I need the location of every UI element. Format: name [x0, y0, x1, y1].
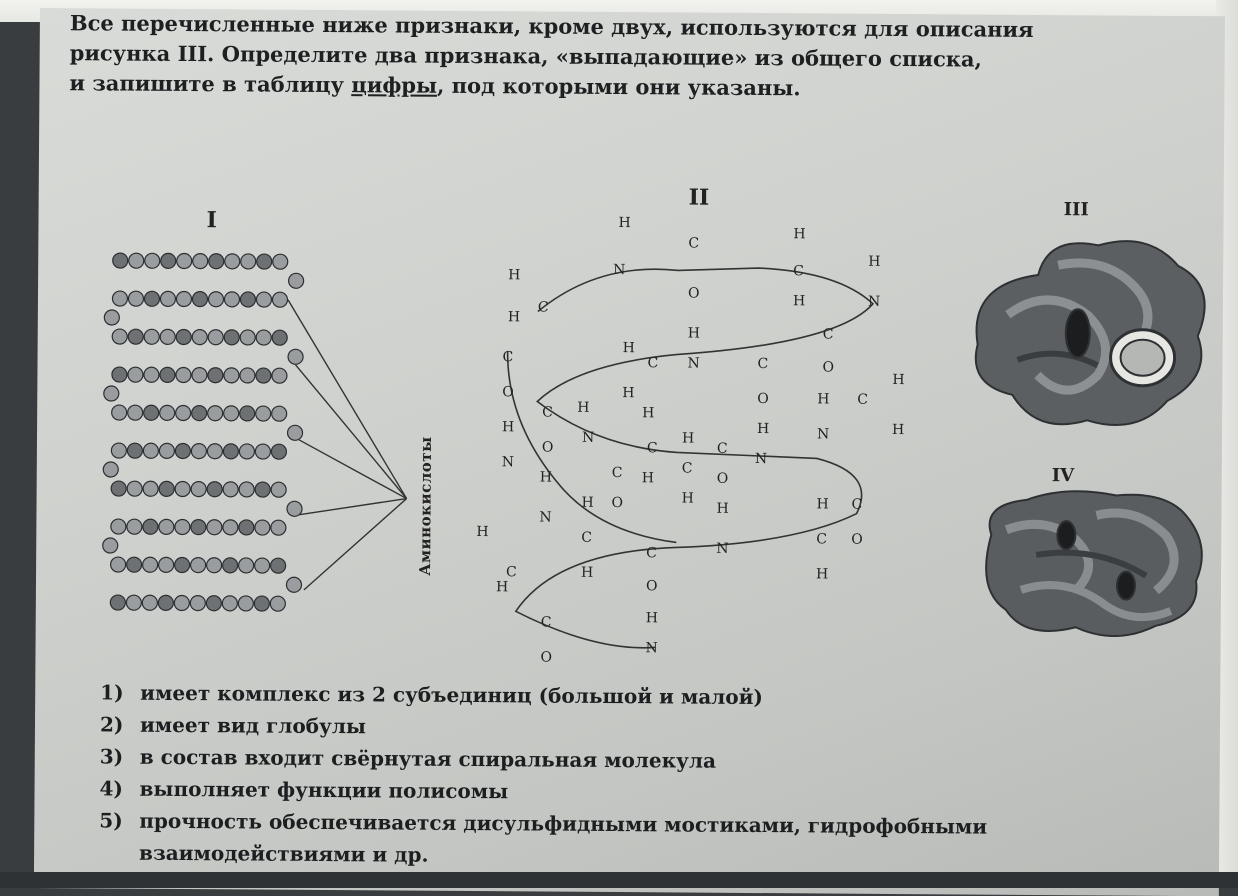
amino-acid-bead — [111, 481, 126, 496]
amino-acid-bead — [128, 291, 143, 306]
svg-text:H: H — [816, 566, 828, 582]
figure-label-4: IV — [1052, 465, 1075, 486]
svg-text:H: H — [582, 495, 594, 511]
amino-acid-bead — [159, 443, 174, 458]
option-1: 1) имеет комплекс из 2 субъединиц (большой и малой) — [100, 676, 1210, 716]
svg-text:C: C — [541, 615, 552, 631]
svg-text:N: N — [645, 640, 657, 656]
amino-acid-bead — [240, 406, 255, 421]
amino-acid-bead — [142, 595, 157, 610]
amino-acid-bead — [191, 444, 206, 459]
svg-text:N: N — [716, 541, 728, 557]
amino-acid-bead — [143, 481, 158, 496]
amino-acid-bead — [287, 425, 302, 440]
svg-text:C: C — [682, 460, 693, 476]
svg-text:O: O — [542, 440, 554, 456]
option-3: 3) в состав входит свёрнутая спиральная молекула — [100, 740, 1210, 780]
svg-text:O: O — [688, 286, 700, 302]
svg-text:O: O — [757, 391, 769, 407]
amino-acid-bead — [271, 444, 286, 459]
amino-acid-bead — [225, 254, 240, 269]
amino-acid-bead — [224, 368, 239, 383]
svg-text:N: N — [687, 356, 699, 372]
amino-acid-bead — [143, 557, 158, 572]
primary-structure-chain — [102, 253, 303, 611]
amino-acid-bead — [192, 330, 207, 345]
svg-text:H: H — [817, 391, 829, 407]
svg-text:H: H — [868, 254, 880, 270]
svg-text:C: C — [646, 545, 657, 561]
amino-acid-bead — [127, 519, 142, 534]
amino-acid-bead — [273, 254, 288, 269]
svg-text:H: H — [646, 610, 658, 626]
svg-text:C: C — [816, 531, 827, 547]
svg-text:N: N — [539, 509, 551, 525]
amino-acid-bead — [256, 292, 271, 307]
amino-acid-bead — [239, 520, 254, 535]
amino-acid-bead — [174, 595, 189, 610]
svg-text:H: H — [618, 215, 630, 231]
amino-acid-bead — [113, 253, 128, 268]
amino-acid-bead — [224, 406, 239, 421]
amino-acid-bead — [103, 538, 118, 553]
tertiary-structure-globule — [975, 240, 1205, 426]
amino-acid-bead — [144, 405, 159, 420]
amino-acid-bead — [255, 482, 270, 497]
amino-acid-bead — [241, 254, 256, 269]
amino-acid-bead — [272, 330, 287, 345]
amino-acid-bead — [104, 310, 119, 325]
photo-background-bottom — [0, 872, 1238, 888]
answer-options — [99, 676, 1210, 876]
amino-acid-bead — [271, 558, 286, 573]
amino-acid-bead — [176, 329, 191, 344]
amino-acid-bead — [145, 253, 160, 268]
amino-acid-bead — [175, 519, 190, 534]
amino-acid-bead — [270, 596, 285, 611]
amino-acids-label: Аминокислоты — [416, 436, 435, 575]
amino-acid-bead — [239, 444, 254, 459]
svg-text:H: H — [757, 421, 769, 437]
amino-acid-bead — [160, 329, 175, 344]
amino-acid-bead — [255, 444, 270, 459]
svg-text:C: C — [793, 263, 804, 279]
svg-text:H: H — [892, 422, 904, 438]
amino-acid-bead — [160, 405, 175, 420]
amino-acid-bead — [176, 367, 191, 382]
amino-acid-bead — [272, 292, 287, 307]
amino-acid-bead — [207, 444, 222, 459]
amino-acid-bead — [256, 406, 271, 421]
amino-acid-bead — [159, 557, 174, 572]
amino-acid-bead — [240, 368, 255, 383]
amino-acid-bead — [222, 596, 237, 611]
amino-acid-bead — [272, 406, 287, 421]
amino-acid-bead — [158, 595, 173, 610]
svg-text:O: O — [851, 532, 863, 548]
amino-acid-bead — [129, 253, 144, 268]
amino-acid-bead — [254, 596, 269, 611]
amino-acid-bead — [271, 520, 286, 535]
amino-acid-bead — [143, 443, 158, 458]
amino-acid-bead — [161, 253, 176, 268]
svg-text:H: H — [682, 490, 694, 506]
svg-text:O: O — [612, 495, 624, 511]
task-line-3: и запишите в таблицу цифры, под которыми они указаны. — [69, 68, 1219, 106]
svg-text:C: C — [503, 349, 514, 365]
amino-acid-bead — [127, 481, 142, 496]
svg-text:H: H — [642, 470, 654, 486]
amino-acid-bead — [256, 368, 271, 383]
figure-label-1: I — [206, 207, 216, 233]
amino-acid-bead — [191, 482, 206, 497]
amino-acid-bead — [175, 443, 190, 458]
svg-text:C: C — [717, 441, 728, 457]
amino-acid-bead — [224, 292, 239, 307]
amino-acid-bead — [112, 291, 127, 306]
amino-acid-bead — [144, 291, 159, 306]
amino-acid-bead — [191, 520, 206, 535]
svg-text:N: N — [755, 451, 767, 467]
svg-text:H: H — [682, 430, 694, 446]
amino-acid-bead — [175, 557, 190, 572]
figure-label-2: II — [689, 185, 710, 211]
amino-acid-bead — [223, 444, 238, 459]
amino-acid-bead — [208, 292, 223, 307]
amino-acid-bead — [223, 520, 238, 535]
svg-text:C: C — [538, 299, 549, 315]
amino-acid-bead — [126, 595, 141, 610]
svg-text:N: N — [613, 262, 625, 278]
amino-acid-bead — [193, 254, 208, 269]
amino-acid-bead — [103, 462, 118, 477]
amino-acid-bead — [111, 557, 126, 572]
svg-text:H: H — [816, 496, 828, 512]
amino-acid-bead — [223, 558, 238, 573]
amino-acid-bead — [159, 481, 174, 496]
figure-label-3: III — [1064, 199, 1089, 220]
svg-text:C: C — [647, 440, 658, 456]
amino-acid-bead — [207, 520, 222, 535]
amino-acid-bead — [240, 330, 255, 345]
amino-acid-bead — [144, 329, 159, 344]
protein-structures-figure — [35, 8, 1225, 716]
svg-text:C: C — [688, 236, 699, 252]
amino-acid-bead — [192, 406, 207, 421]
amino-acid-bead — [255, 558, 270, 573]
svg-text:H: H — [793, 293, 805, 309]
amino-acid-bead — [289, 273, 304, 288]
amino-acid-bead — [190, 596, 205, 611]
svg-text:H: H — [716, 501, 728, 517]
amino-acid-bead — [127, 443, 142, 458]
amino-acid-bead — [104, 386, 119, 401]
amino-acid-bead — [128, 405, 143, 420]
svg-text:O: O — [646, 578, 658, 594]
svg-text:C: C — [857, 392, 868, 408]
amino-acid-bead — [127, 557, 142, 572]
amino-acid-bead — [208, 330, 223, 345]
svg-text:C: C — [757, 356, 768, 372]
svg-text:C: C — [542, 405, 553, 421]
svg-text:H: H — [642, 405, 654, 421]
svg-text:O: O — [540, 650, 552, 666]
svg-text:H: H — [577, 400, 589, 416]
amino-acid-bead — [143, 519, 158, 534]
svg-text:H: H — [540, 470, 552, 486]
svg-text:N: N — [817, 426, 829, 442]
option-5-continuation: взаимодействиями и др. — [99, 836, 1209, 876]
underlined-word: цифры — [351, 72, 437, 98]
svg-text:N: N — [868, 294, 880, 310]
amino-acid-bead — [207, 558, 222, 573]
svg-text:O: O — [502, 384, 514, 400]
alpha-helix-diagram — [475, 214, 905, 668]
amino-acid-bead — [271, 482, 286, 497]
amino-acid-bead — [112, 367, 127, 382]
svg-text:N: N — [582, 430, 594, 446]
svg-text:H: H — [892, 372, 904, 388]
amino-acid-bead — [256, 330, 271, 345]
option-4: 4) выполняет функции полисомы — [99, 772, 1209, 812]
svg-text:H: H — [581, 565, 593, 581]
amino-acid-bead — [257, 254, 272, 269]
amino-acid-bead — [128, 329, 143, 344]
amino-acid-bead — [160, 367, 175, 382]
svg-text:C: C — [506, 564, 517, 580]
amino-acid-bead — [176, 291, 191, 306]
amino-acid-bead — [239, 558, 254, 573]
svg-text:C: C — [823, 326, 834, 342]
amino-acid-bead — [128, 367, 143, 382]
amino-acid-bead — [159, 519, 174, 534]
amino-acid-bead — [240, 292, 255, 307]
svg-text:C: C — [612, 465, 623, 481]
amino-acid-bead — [207, 482, 222, 497]
svg-text:O: O — [717, 471, 729, 487]
svg-text:H: H — [508, 309, 520, 325]
amino-acid-bead — [112, 405, 127, 420]
task-line-1: Все перечисленные ниже признаки, кроме двух, используются для описания — [70, 8, 1220, 46]
amino-acid-bead — [177, 253, 192, 268]
option-5: 5) прочность обеспечивается дисульфидными мостиками, гидрофобными — [99, 804, 1209, 844]
amino-acid-bead — [209, 254, 224, 269]
quaternary-structure-complex — [986, 491, 1203, 637]
svg-text:H: H — [496, 579, 508, 595]
svg-text:C: C — [647, 355, 658, 371]
svg-text:H: H — [476, 524, 488, 540]
amino-acid-bead — [255, 520, 270, 535]
amino-acid-bead — [111, 519, 126, 534]
amino-acid-bead — [110, 595, 125, 610]
amino-acid-bead — [208, 406, 223, 421]
amino-acid-bead — [192, 292, 207, 307]
svg-text:H: H — [622, 385, 634, 401]
svg-text:H: H — [502, 419, 514, 435]
amino-acid-bead — [208, 368, 223, 383]
amino-acid-bead — [175, 481, 190, 496]
pointer-lines — [286, 300, 408, 591]
amino-acid-bead — [239, 482, 254, 497]
amino-acid-bead — [206, 596, 221, 611]
amino-acid-bead — [191, 558, 206, 573]
amino-acid-bead — [176, 405, 191, 420]
svg-text:N: N — [502, 454, 514, 470]
amino-acid-bead — [112, 329, 127, 344]
amino-acid-bead — [224, 330, 239, 345]
amino-acid-bead — [288, 349, 303, 364]
svg-text:H: H — [688, 326, 700, 342]
amino-acid-bead — [144, 367, 159, 382]
amino-acid-bead — [286, 577, 301, 592]
svg-text:C: C — [581, 530, 592, 546]
amino-acid-bead — [272, 368, 287, 383]
option-2: 2) имеет вид глобулы — [100, 708, 1210, 748]
task-line-2: рисунка III. Определите два признака, «выпадающие» из общего списка, — [70, 38, 1220, 76]
svg-text:H: H — [623, 340, 635, 356]
svg-text:H: H — [793, 226, 805, 242]
amino-acid-bead — [192, 368, 207, 383]
amino-acid-bead — [238, 596, 253, 611]
amino-acid-bead — [223, 482, 238, 497]
svg-text:C: C — [851, 497, 862, 513]
svg-text:O: O — [822, 359, 834, 375]
svg-text:H: H — [508, 267, 520, 283]
amino-acid-bead — [111, 443, 126, 458]
textbook-page — [34, 8, 1225, 896]
amino-acid-bead — [160, 291, 175, 306]
